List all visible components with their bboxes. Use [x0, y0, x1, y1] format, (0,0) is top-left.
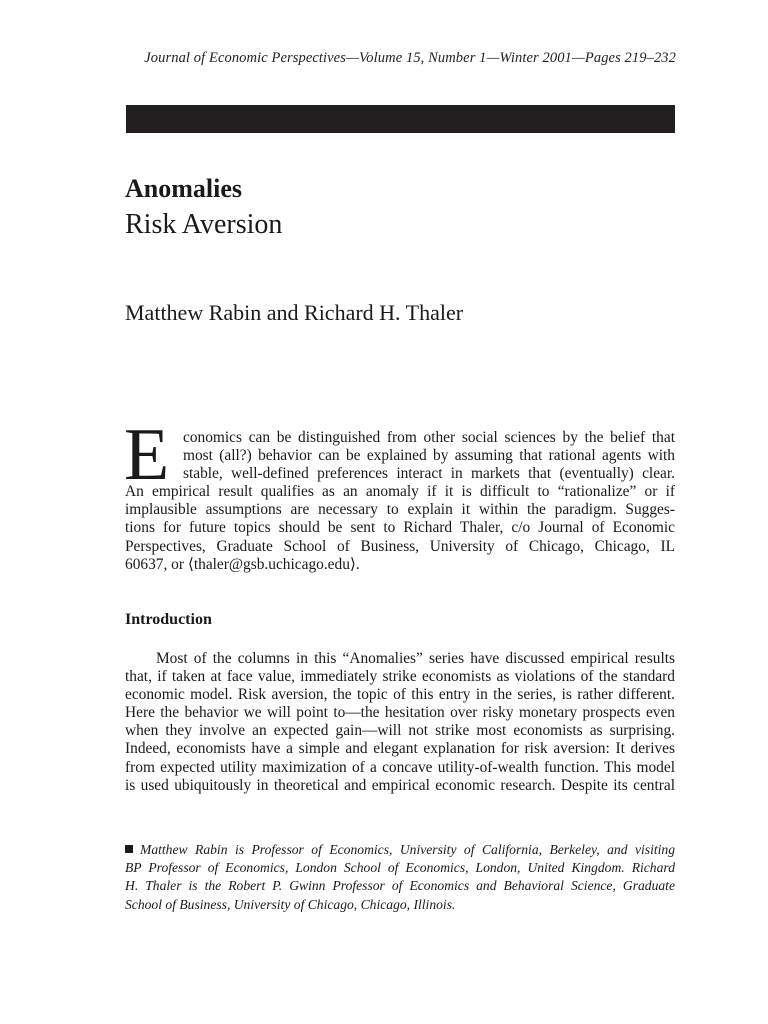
- footnote-line: School of Business, University of Chicago, Chicago, Illinois.: [125, 896, 456, 912]
- footnote-line-text: Matthew Rabin is Professor of Economics, University of California, Berkeley, and visiting: [140, 842, 675, 857]
- footnote-line: BP Professor of Economics, London School of Economics, London, United Kingdom. Richard: [125, 860, 675, 876]
- abstract-line: implausible assumptions are necessary to explain it within the paradigm. Sugges-: [125, 501, 675, 519]
- footnote-line: H. Thaler is the Robert P. Gwinn Professor of Economics and Behavioral Science, Graduate: [125, 878, 675, 894]
- abstract-line: conomics can be distinguished from other social sciences by the belief that: [183, 429, 675, 446]
- body-line: from expected utility maximization of a concave utility-of-wealth function. This model: [125, 758, 675, 776]
- section-label: Anomalies: [125, 174, 242, 203]
- footnote-line: [125, 841, 675, 859]
- body-line: economic model. Risk aversion, the topic of this entry in the series, is rather different.: [125, 686, 675, 704]
- abstract-line: most (all?) behavior can be explained by assuming that rational agents with: [183, 447, 675, 465]
- body-line: when they involve an expected gain—will not strike most economists as surprising.: [125, 722, 675, 740]
- body-paragraph: [125, 650, 675, 795]
- body-line: is used ubiquitously in theoretical and empirical economic research. Despite its central: [125, 776, 675, 794]
- drop-cap: E: [124, 414, 170, 496]
- abstract-line: stable, well-defined preferences interact in markets that (eventually) clear.: [183, 465, 675, 483]
- abstract-line: tions for future topics should be sent to Richard Thaler, c/o Journal of Economic: [125, 519, 675, 537]
- abstract-line: An empirical result qualifies as an anomaly if it is difficult to “rationalize” or if: [125, 483, 675, 501]
- author-byline: Matthew Rabin and Richard H. Thaler: [125, 300, 464, 325]
- abstract-line: Perspectives, Graduate School of Business, University of Chicago, Chicago, IL: [125, 537, 675, 555]
- abstract-line: 60637, or ⟨thaler@gsb.uchicago.edu⟩.: [125, 555, 360, 573]
- body-line: that, if taken at face value, immediately strike economists as violations of the standard: [125, 668, 675, 686]
- running-head: Journal of Economic Perspectives—Volume 15, Number 1—Winter 2001—Pages 219–232: [144, 50, 676, 66]
- body-line: Here the behavior we will point to—the hesitation over risky monetary prospects even: [125, 704, 675, 722]
- body-line: Indeed, economists have a simple and elegant explanation for risk aversion: It derives: [125, 740, 675, 758]
- author-footnote: [125, 841, 675, 914]
- title-rule-bar: [126, 105, 675, 133]
- body-line: Most of the columns in this “Anomalies” series have discussed empirical results: [156, 650, 675, 667]
- abstract-paragraph: [125, 429, 675, 574]
- footnote-square-bullet-icon: [125, 845, 133, 853]
- section-heading-introduction: Introduction: [125, 611, 212, 628]
- article-title: Risk Aversion: [125, 209, 283, 240]
